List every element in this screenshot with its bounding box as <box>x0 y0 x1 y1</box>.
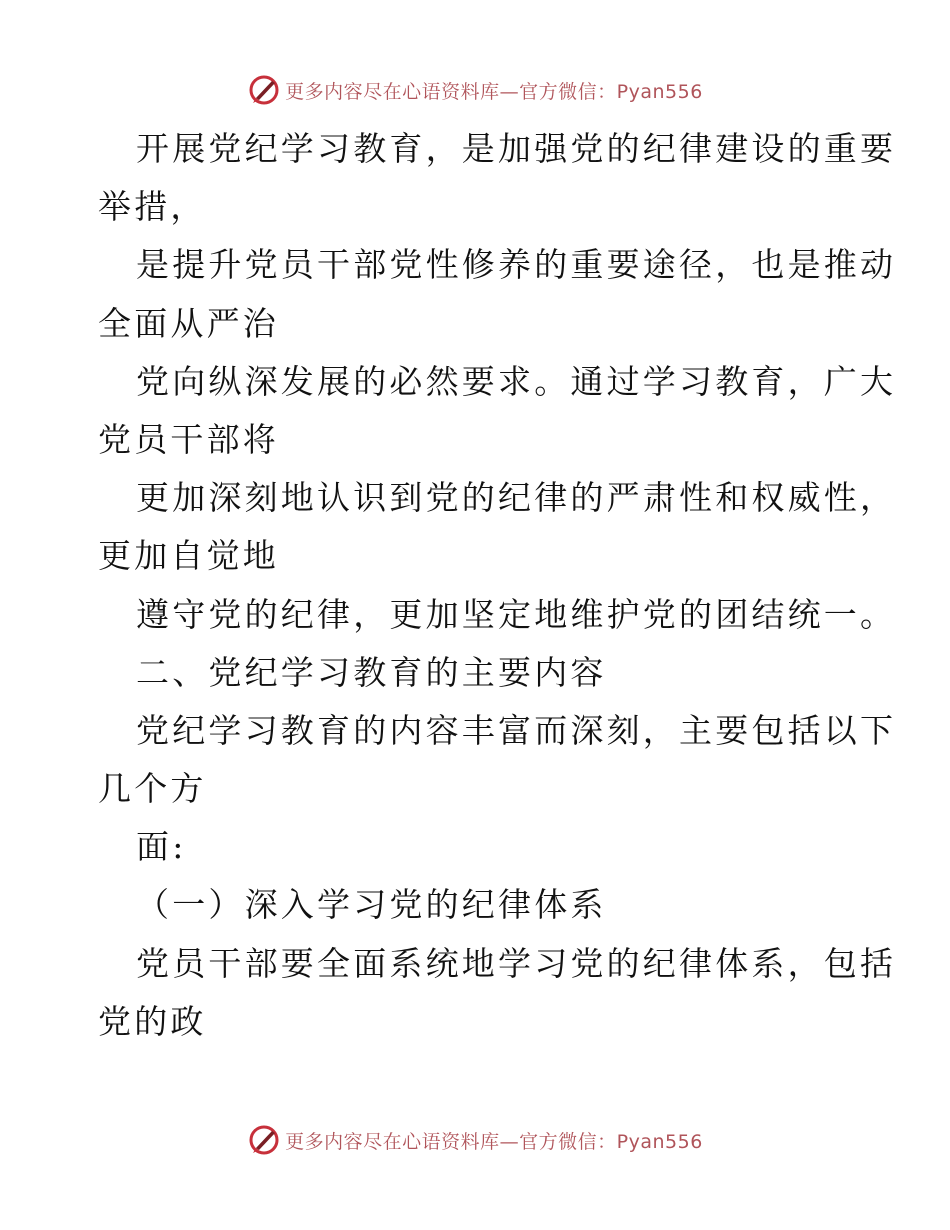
document-body <box>98 120 897 1051</box>
text-line: 几个方 <box>98 769 207 809</box>
quill-pen-logo-icon <box>247 73 281 107</box>
footer-banner-text <box>285 1127 703 1154</box>
footer-wechat-text: 官方微信：Pyan556 <box>519 1130 703 1153</box>
text-line: 开展党纪学习教育，是加强党的纪律建设的重要 <box>136 129 897 168</box>
quill-pen-logo-icon <box>247 1123 281 1157</box>
footer-separator: — <box>499 1130 520 1153</box>
text-line: 党纪学习教育的内容丰富而深刻，主要包括以下 <box>136 710 897 750</box>
footer-watermark <box>0 1120 950 1160</box>
text-line: 是提升党员干部党性修养的重要途径，也是推动 <box>136 245 897 285</box>
text-line: 党向纵深发展的必然要求。通过学习教育，广大 <box>136 361 897 401</box>
text-line: 更加自觉地 <box>98 536 279 576</box>
text-line: 面: <box>136 827 187 867</box>
header-watermark <box>0 70 950 110</box>
header-banner-text <box>285 77 703 104</box>
text-line: 遵守党的纪律，更加坚定地维护党的团结统一。 <box>136 594 897 634</box>
footer-brand-text: 更多内容尽在心语资料库 <box>285 1130 500 1153</box>
text-line: 党员干部要全面系统地学习党的纪律体系，包括 <box>136 943 897 983</box>
header-brand-text: 更多内容尽在心语资料库 <box>285 80 500 103</box>
text-line: 党员干部将 <box>98 419 279 459</box>
text-line: 二、党纪学习教育的主要内容 <box>136 652 607 692</box>
text-line: （一）深入学习党的纪律体系 <box>136 885 607 925</box>
text-line: 更加深刻地认识到党的纪律的严肃性和权威性， <box>136 478 897 518</box>
header-wechat-text: 官方微信：Pyan556 <box>519 80 703 103</box>
header-separator: — <box>499 80 520 103</box>
text-line: 党的政 <box>98 1001 207 1041</box>
text-line: 举措， <box>98 187 207 227</box>
text-line: 全面从严治 <box>98 303 279 343</box>
